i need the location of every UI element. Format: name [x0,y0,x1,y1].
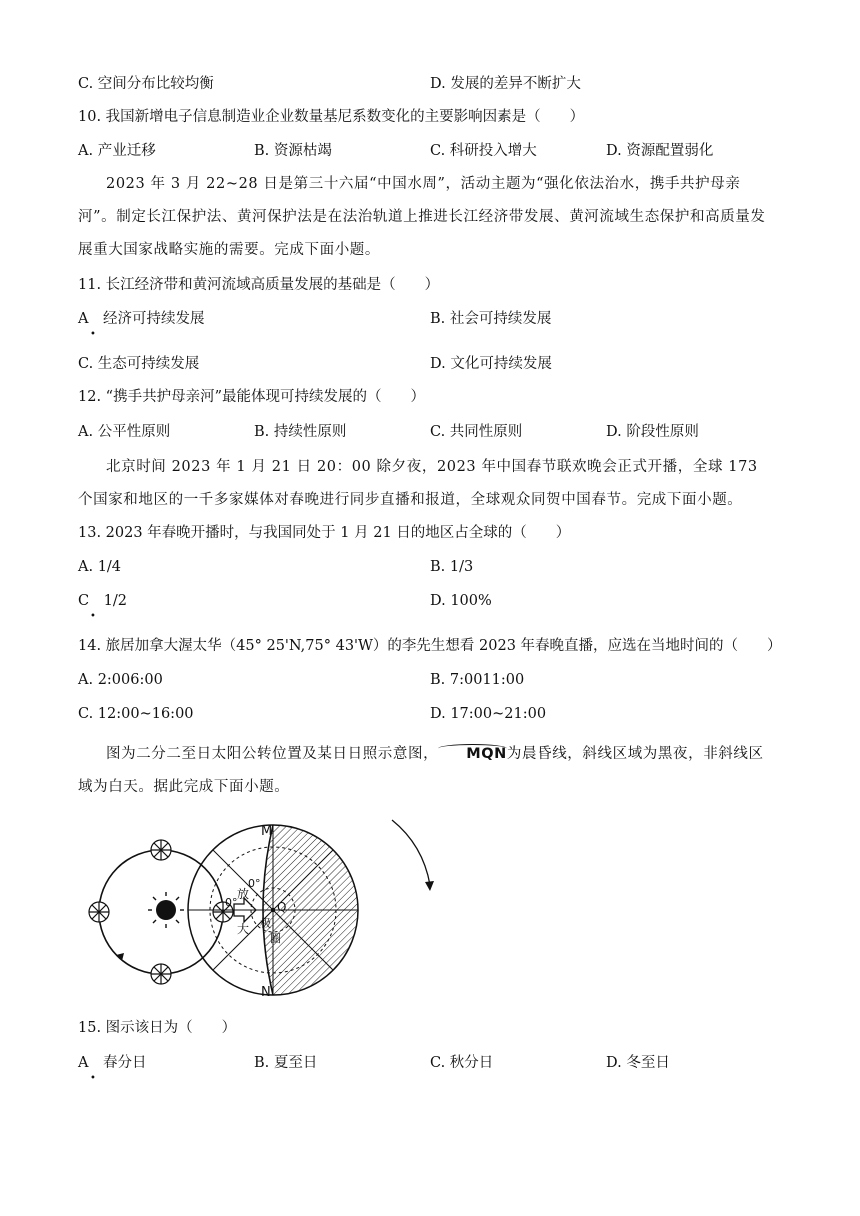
label-fang: 放 [237,887,250,901]
rotation-arc [392,820,430,885]
q15-option-a: A 春分日 [78,1055,147,1071]
q10-stem: 10. 我国新增电子信息制造业企业数量基尼系数变化的主要影响因素是（ ） [78,109,585,125]
passage-spring-festival: 北京时间 2023 年 1 月 21 日 20：00 除夕夜，2023 年中国春节联欢晚会正式开播，全球 173 个国家和地区的一千多家媒体对春晚进行同步直播和报道，全球观众同贺中国春节。完成下面小题。 [78,459,758,508]
q15-stem: 15. 图示该日为（ ） [78,1020,237,1036]
q11-option-d: D. 文化可持续发展 [430,356,552,372]
passage-water-week: 2023 年 3 月 22~28 日是第三十六届“中国水周”，活动主题为“强化依法治水，携手共护母亲河”。制定长江保护法、黄河保护法是在法治轨道上推进长江经济带发展、黄河流域生态保护和高质量发展重大国家战略实施的需要。完成下面小题。 [78,176,766,258]
earth-bottom-icon [151,964,171,984]
q15-option-c: C. 秋分日 [430,1055,494,1071]
q12-option-d: D. 阶段性原则 [606,424,699,440]
passage-solstice-figure [78,738,778,804]
label-0deg-mid: 0° [225,896,238,909]
q12-stem: 12. “携手共护母亲河”最能体现可持续发展的（ ） [78,389,425,405]
option-a-dot-q15: • [90,1073,96,1084]
q14-option-a: A. 2:006:00 [78,672,163,688]
label-quan: 圈 [270,932,281,945]
q12-option-b: B. 持续性原则 [254,424,347,440]
label-0deg-top: 0° [248,877,261,890]
earth-left-icon [89,902,109,922]
earth-top-icon [151,840,171,860]
q12-option-a: A. 公平性原则 [78,424,171,440]
orbit-illumination-figure [78,815,458,1005]
q12-option-c: C. 共同性原则 [430,424,523,440]
q11-option-a: A 经济可持续发展 [78,311,205,327]
q9-option-d: D. 发展的差异不断扩大 [430,76,581,92]
q14-option-d: D. 17:00~21:00 [430,706,547,722]
rotation-arrow-icon [425,881,434,891]
q15-option-d: D. 冬至日 [606,1055,670,1071]
q14-option-b: B. 7:0011:00 [430,672,525,688]
q9-option-c: C. 空间分布比较均衡 [78,76,214,92]
q11-option-b: B. 社会可持续发展 [430,311,552,327]
label-ji: 极 [260,917,271,930]
q13-option-c: C 1/2 [78,593,127,609]
q11-stem: 11. 长江经济带和黄河流域高质量发展的基础是（ ） [78,277,440,293]
passage3-text-a: 图为二分二至日太阳公转位置及某日日照示意图， [106,746,439,762]
q10-option-d: D. 资源配置弱化 [606,143,714,159]
q15-option-b: B. 夏至日 [254,1055,318,1071]
label-m: M [261,824,273,839]
label-n: N [261,985,271,1000]
q10-option-c: C. 科研投入增大 [430,143,537,159]
mqn-arc-label [438,738,507,771]
q13-stem: 13. 2023 年春晚开播时，与我国同处于 1 月 21 日的地区占全球的（ ） [78,525,571,541]
q10-option-b: B. 资源枯竭 [254,143,332,159]
label-da: 大 [237,922,250,936]
pole-point [271,908,275,912]
mqn-text: MQN [466,746,507,762]
passage3-text-b: 为晨昏线，斜线区域为黑夜，非斜线区域为白天。据此完成下面小题。 [78,746,764,795]
q13-option-d: D. 100% [430,593,492,609]
q14-stem: 14. 旅居加拿大渥太华（45° 25'N,75° 43'W）的李先生想看 2023 年春晚直播，应选在当地时间的（ ） [78,638,782,654]
sun-icon [148,892,184,928]
q11-option-c: C. 生态可持续发展 [78,356,200,372]
q13-option-b: B. 1/3 [430,559,474,575]
label-q: Q [277,900,287,914]
option-a-dot: • [90,329,96,340]
option-c-dot: • [90,611,96,622]
q10-option-a: A. 产业迁移 [78,143,156,159]
q14-option-c: C. 12:00~16:00 [78,706,194,722]
arc-mark-icon [438,744,507,753]
q13-option-a: A. 1/4 [78,559,122,575]
